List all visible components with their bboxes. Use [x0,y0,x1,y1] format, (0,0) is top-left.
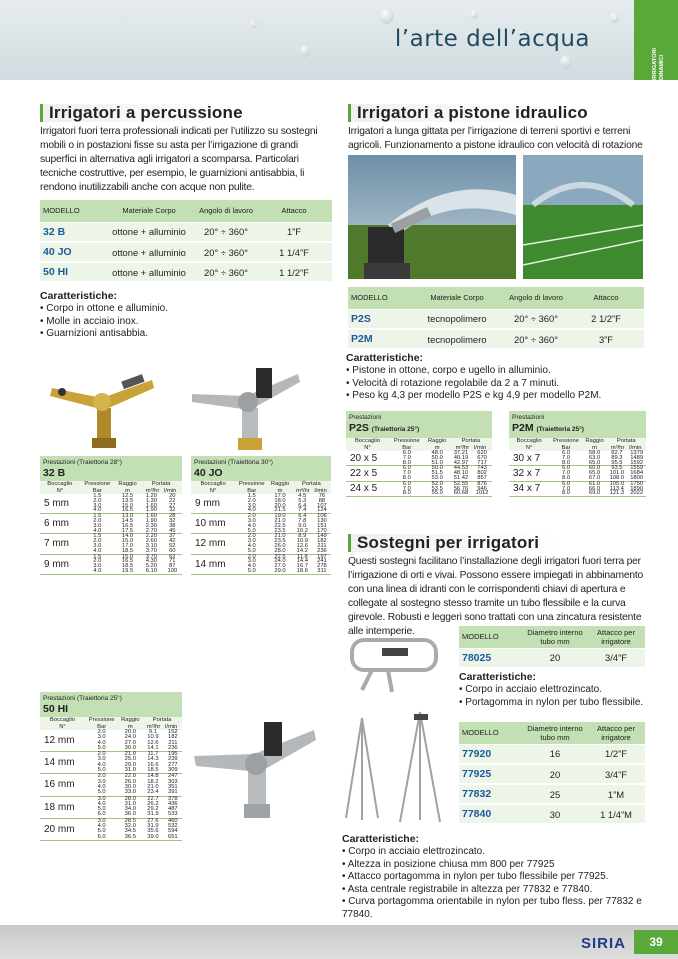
pressure-cell: 1.5 2.0 3.0 4.0 [235,494,268,514]
cell: 20° ÷ 360° [196,242,256,262]
flow-lmin-cell: 37 42 52 60 [163,534,182,554]
section-title: Irrigatori a percussione [40,104,334,122]
perf-header-row [191,481,331,494]
perf-prefix: Prestazioni [512,414,545,421]
flow-lmin-cell: 152 182 211 236 [164,730,182,752]
pressure-cell: 6.0 7.0 8.0 [389,466,425,481]
radius-cell: 22.5 24.0 27.0 29.0 [268,554,292,574]
col-header: MODELLO [459,722,523,744]
table-row [459,744,645,764]
model-code: P2S [348,309,410,329]
feature-item: • Molle in acciaio inox. [40,316,240,329]
cell: 1”M [587,784,645,804]
radius-cell: 28.5 32.0 34.5 36.5 [118,818,142,840]
perf-row [191,534,331,554]
col-boc: Boccaglio N° [40,481,80,494]
perf-model: 40 JO [194,467,223,479]
radius-cell: 48.0 50.0 51.0 [425,451,450,466]
perf-suffix: (Traiettoria 25°) [536,426,584,433]
features-title: Caratteristiche: [40,290,118,302]
flow-m3-cell: 22.7 26.2 29.2 31.9 [142,796,163,818]
boccaglio-cell: 5 mm [40,494,80,514]
perf-suffix: (Traiettoria 25°) [371,426,420,433]
radius-cell: 22.0 26.0 30.0 33.0 [118,774,142,796]
cell: 1 1/4”F [256,242,332,262]
features-tripods [342,833,652,921]
flow-m3-cell: 8.9 10.9 12.6 14.2 [292,534,313,554]
perf-grid [191,481,331,575]
feature-item: • Velocità di rotazione regolabile da 2 a 7 minuti. [346,378,646,391]
col-header: Attacco per irrigatore [587,722,645,744]
perf-table-40jo [191,456,331,575]
radius-cell: 21.0 25.0 29.0 31.0 [118,752,142,774]
flow-m3-cell: 93.5 101.0 108.0 [606,466,627,481]
flow-m3-cell: 14.8 18.2 21.0 23.4 [142,774,163,796]
flow-lmin-cell: 876 946 1012 [472,481,492,496]
flow-lmin-cell: 197 241 278 311 [313,554,331,574]
perf-row [40,730,182,752]
flow-lmin-cell: 620 670 717 [472,451,492,466]
col-header: Materiale Corpo [102,200,196,222]
radius-cell: 21.0 23.5 26.0 28.0 [268,534,292,554]
cell: ottone + alluminio [102,242,196,262]
model-code: 50 HI [40,262,102,282]
perf-header-row [509,438,646,451]
boccaglio-cell: 18 mm [40,796,85,818]
perf-header [40,692,182,717]
flow-lmin-cell: 149 182 211 236 [313,534,331,554]
radius-cell: 52.0 53.5 55.0 [425,481,450,496]
section-tab-label: IRRIGATORI DINAMICI [652,48,665,80]
perf-header [191,456,331,481]
radius-cell: 13.0 14.5 16.5 17.5 [115,514,140,534]
model-code: 77832 [459,784,523,804]
features-pistone [346,352,646,403]
col-portata: Portata m³/hr l/min [142,717,182,730]
perf-grid [40,717,182,841]
col-rag: Raggio m [118,717,142,730]
footer-bar [0,925,678,959]
perf-row [40,494,182,514]
brand-logo: SIRIA [580,935,626,952]
pressure-cell: 2.0 3.0 4.0 5.0 [85,730,118,752]
pressure-cell: 3.0 4.0 5.0 6.0 [85,818,118,840]
boccaglio-cell: 20 mm [40,818,85,840]
perf-model: 32 B [43,467,66,479]
section-title: Irrigatori a pistone idraulico [348,104,648,122]
feature-item: • Asta centrale registrabile in altezza per 77832 e 77840. [342,884,652,897]
feature-item: • Curva portagomma orientabile in nylon per tubo fless. per 77832 e 77840. [342,896,652,921]
perf-grid [346,438,492,497]
pistone-lawn-photo [523,155,643,279]
flow-m3-cell: 6.4 7.8 9.0 10.2 [292,514,313,534]
pressure-cell: 1.5 2.0 3.0 4.0 [80,534,115,554]
radius-cell: 14.0 15.0 17.0 18.5 [115,534,140,554]
table-row [40,242,332,262]
boccaglio-cell: 16 mm [40,774,85,796]
section-percussione [40,104,334,195]
model-code: 40 JO [40,242,102,262]
perf-table-50hi [40,692,182,841]
col-boc: Boccaglio N° [191,481,235,494]
table-row [40,262,332,282]
model-code: 77920 [459,744,523,764]
flow-lmin-cell: 76 88 107 124 [313,494,331,514]
cell: 1”F [256,222,332,242]
col-header: MODELLO [459,626,523,648]
boccaglio-cell: 12 mm [40,730,85,752]
flow-m3-cell: 52.55 56.76 60.68 [450,481,472,496]
pressure-cell: 2.0 3.0 4.0 5.0 [85,774,118,796]
col-pres: Pressione Bar [235,481,268,494]
col-pres: Pressione Bar [389,438,425,451]
section-title: Sostegni per irrigatori [348,534,648,552]
sprinkler-50hi-image [190,712,320,822]
col-header: MODELLO [348,287,410,309]
boccaglio-cell: 9 mm [40,554,80,574]
pressure-cell: 6.0 7.0 8.0 [389,451,425,466]
flow-m3-cell: 27.6 31.9 35.6 39.0 [142,818,163,840]
boccaglio-cell: 24 x 5 [346,481,389,496]
flow-lmin-cell: 247 303 351 391 [164,774,182,796]
pressure-cell: 6.0 7.0 8.0 [549,481,582,496]
feature-item: • Peso kg 4,3 per modello P2S e kg 4,9 per modello P2M. [346,390,646,403]
col-rag: Raggio m [425,438,450,451]
flow-lmin-cell: 28 32 38 45 [163,514,182,534]
pressure-cell: 2.0 3.0 4.0 5.0 [85,752,118,774]
col-portata: Portata m³/hr l/min [292,481,331,494]
col-header: Diametro interno tubo mm [523,722,587,744]
flow-lmin-cell: 1379 1489 1592 [627,451,646,466]
perf-header-row [40,717,182,730]
col-rag: Raggio m [583,438,607,451]
radius-cell: 60.0 65.0 67.0 [583,466,607,481]
flow-lmin-cell: 743 802 857 [472,466,492,481]
flow-m3-cell: 4.5 5.3 6.4 7.4 [292,494,313,514]
table-row [348,329,644,349]
flow-m3-cell: 11.8 14.4 16.7 18.6 [292,554,313,574]
pressure-cell: 1.5 2.0 3.0 4.0 [80,514,115,534]
col-portata: Portata m³/hr l/min [140,481,182,494]
pressure-cell: 6.0 7.0 8.0 [549,466,582,481]
flow-lmin-cell: 195 239 277 309 [164,752,182,774]
radius-cell: 15.0 16.5 18.5 19.5 [115,554,140,574]
table-row [459,804,645,824]
cell: 30 [523,804,587,824]
flow-lmin-cell: 460 532 594 651 [164,818,182,840]
col-pres: Pressione Bar [80,481,115,494]
col-portata: Portata m³/hr l/min [450,438,492,451]
col-rag: Raggio m [268,481,292,494]
radius-cell: 28.0 31.0 34.0 36.0 [118,796,142,818]
cell: 20° ÷ 360° [196,262,256,282]
perf-row [191,554,331,574]
perf-grid [40,481,182,575]
model-code: P2M [348,329,410,349]
flow-m3-cell: 3.70 4.30 5.20 6.10 [140,554,163,574]
flow-m3-cell: 82.7 89.3 95.5 [606,451,627,466]
flow-m3-cell: 1.20 1.30 1.60 1.90 [140,494,163,514]
table-row [459,764,645,784]
feature-item: • Attacco portagomma in nylon per tubo flessibile per 77925. [342,871,652,884]
table-row [459,784,645,804]
col-pres: Pressione Bar [549,438,582,451]
flow-lmin-cell: 1559 1684 1800 [627,466,646,481]
feature-item: • Corpo in acciaio elettrozincato. [342,846,652,859]
cell: 3/4”F [587,764,645,784]
cell: 20° ÷ 360° [504,309,568,329]
perf-row [40,752,182,774]
flow-m3-cell: 105.0 113.4 121.3 [606,481,627,496]
col-boc: Boccaglio N° [346,438,389,451]
feature-item: • Corpo in acciaio elettrozincato. [459,684,649,697]
cell: tecnopolimero [410,329,504,349]
flow-m3-cell: 1.60 1.90 2.30 2.70 [140,514,163,534]
perf-row [191,494,331,514]
boccaglio-cell: 20 x 5 [346,451,389,466]
features-78025 [459,671,649,709]
section-description: Questi sostegni facilitano l’installazione degli irrigatori fuori terra per l’irrigazione di orti e vivai. Possono essere impiegati in abbinamento con una linea di idranti con le corrispondenti chiavi di apertura e collegate al sostegno stesso tramite un tubo flessibile e la curva girevole. Robusti e leggeri sono trattati con una zincatura resistente alle intemperie. [348,556,644,637]
cell: 1 1/2”F [256,262,332,282]
pressure-cell: 1.5 2.0 3.0 4.0 [80,494,115,514]
feature-item: • Guarnizioni antisabbia. [40,328,240,341]
feature-item: • Portagomma in nylon per tubo flessibile. [459,697,649,710]
flow-lmin-cell: 20 22 27 32 [163,494,182,514]
perf-row [40,796,182,818]
cell: ottone + alluminio [102,222,196,242]
cell: 16 [523,744,587,764]
perf-model: P2M [512,422,534,434]
perf-row [509,481,646,496]
pressure-cell: 2.0 3.0 4.0 5.0 [235,514,268,534]
perf-model: P2S [349,422,369,434]
col-boc: Boccaglio N° [509,438,549,451]
pistone-field-photo [348,155,516,279]
sostegno-78025-image [342,628,452,698]
feature-item: • Pistone in ottone, corpo e ugello in alluminio. [346,365,646,378]
col-portata: Portata m³/hr l/min [606,438,646,451]
col-rag: Raggio m [115,481,140,494]
pressure-cell: 6.0 7.0 8.0 [389,481,425,496]
col-header: Diametro interno tubo mm [523,626,587,648]
flow-m3-cell: 37.21 40.19 42.97 [450,451,472,466]
table-row [348,309,644,329]
cell: ottone + alluminio [102,262,196,282]
col-boc: Boccaglio N° [40,717,85,730]
boccaglio-cell: 9 mm [191,494,235,514]
table-row [40,222,332,242]
flow-m3-cell: 11.7 14.3 16.6 18.5 [142,752,163,774]
perf-prefix: Prestazioni [349,414,382,421]
page-number: 39 [634,930,678,954]
pressure-cell: 1.5 2.0 3.0 4.0 [80,554,115,574]
boccaglio-cell: 10 mm [191,514,235,534]
perf-row [40,514,182,534]
perf-prefix: Prestazioni (Traiettoria 25°) [43,695,122,702]
cell: 20° ÷ 360° [196,222,256,242]
cell: 25 [523,784,587,804]
boccaglio-cell: 32 x 7 [509,466,549,481]
cell: 2 1/2”F [568,309,644,329]
flow-lmin-cell: 378 436 487 533 [164,796,182,818]
cell: 20° ÷ 360° [504,329,568,349]
flow-m3-cell: 9.1 10.9 12.6 14.1 [142,730,163,752]
pressure-cell: 3.0 4.0 5.0 6.0 [85,796,118,818]
boccaglio-cell: 7 mm [40,534,80,554]
model-table-tripods [459,722,645,825]
radius-cell: 12.5 13.5 15.0 16.5 [115,494,140,514]
perf-header-row [346,438,492,451]
radius-cell: 20.0 24.0 27.0 30.0 [118,730,142,752]
sostegni-tripod-images [340,708,455,826]
section-description: Irrigatori a lunga gittata per l’irrigazione di terreni sportivi e terreni agricoli. Funzionamento a pistone idraulico con velocità di rotazione [348,126,643,151]
perf-header [40,456,182,481]
perf-row [509,466,646,481]
boccaglio-cell: 22 x 5 [346,466,389,481]
features-title: Caratteristiche: [342,833,420,845]
flow-lmin-cell: 1750 1890 2022 [627,481,646,496]
perf-row [346,466,492,481]
cell: 1/2”F [587,744,645,764]
pressure-cell: 2.0 3.0 4.0 5.0 [235,554,268,574]
radius-cell: 50.0 51.5 53.0 [425,466,450,481]
header-banner [0,0,634,80]
perf-prefix: Prestazioni (Traiettoria 28°) [43,459,122,466]
model-code: 32 B [40,222,102,242]
col-header: Angolo di lavoro [504,287,568,309]
perf-grid [509,438,646,497]
model-code: 78025 [459,648,523,668]
perf-row [40,774,182,796]
features-title: Caratteristiche: [459,671,537,683]
col-pres: Pressione Bar [85,717,118,730]
perf-row [191,514,331,534]
header-title: l’arte dell’acqua [394,26,590,52]
model-table-pistone [348,287,644,350]
feature-item: • Corpo in ottone e alluminio. [40,303,240,316]
radius-cell: 61.0 66.0 69.0 [583,481,607,496]
col-header: Materiale Corpo [410,287,504,309]
col-header: Angolo di lavoro [196,200,256,222]
cell: tecnopolimero [410,309,504,329]
cell: 20 [523,648,587,668]
flow-lmin-cell: 106 130 151 170 [313,514,331,534]
boccaglio-cell: 14 mm [40,752,85,774]
flow-m3-cell: 2.20 2.60 3.10 3.70 [140,534,163,554]
boccaglio-cell: 34 x 7 [509,481,549,496]
perf-table-32b [40,456,182,575]
perf-row [40,534,182,554]
perf-header [509,411,646,438]
section-sostegni [348,534,648,639]
cell: 3/4”F [587,648,645,668]
features-percussione [40,290,240,341]
sprinkler-32b-image [42,358,162,450]
features-title: Caratteristiche: [346,352,424,364]
boccaglio-cell: 14 mm [191,554,235,574]
perf-row [346,481,492,496]
col-header: Attacco [256,200,332,222]
model-code: 77925 [459,764,523,784]
section-description: Irrigatori fuori terra professionali indicati per l’utilizzo su sostegni mobili o in postazioni fisse su asta per l’irrigazione di grandi superfici in alternativa agli irrigatori a scomparsa. Particolari tecniche costruttive, per esempio, le guarnizioni antisabbia, li rendono inutilizzabili anche con acque non pulite. [40,126,318,193]
perf-row [346,451,492,466]
perf-table-p2m [509,411,646,497]
perf-prefix: Prestazioni (Traiettoria 30°) [194,459,273,466]
table-row [459,648,645,668]
perf-row [509,451,646,466]
radius-cell: 17.0 18.0 20.0 21.5 [268,494,292,514]
section-tab [634,0,678,80]
pressure-cell: 2.0 3.0 4.0 5.0 [235,534,268,554]
perf-model: 50 HI [43,703,69,715]
cell: 20 [523,764,587,784]
boccaglio-cell: 12 mm [191,534,235,554]
feature-item: • Altezza in posizione chiusa mm 800 per 77925 [342,859,652,872]
perf-table-p2s [346,411,492,497]
flow-lmin-cell: 62 71 87 100 [163,554,182,574]
perf-header-row [40,481,182,494]
col-header: Attacco per irrigatore [587,626,645,648]
cell: 3”F [568,329,644,349]
sprinkler-40jo-image [186,360,306,452]
radius-cell: 19.0 21.0 22.5 23.5 [268,514,292,534]
model-table-percussione [40,200,332,283]
flow-m3-cell: 44.53 48.10 51.42 [450,466,472,481]
perf-row [40,818,182,840]
col-header: Attacco [568,287,644,309]
radius-cell: 58.0 63.0 65.0 [583,451,607,466]
boccaglio-cell: 30 x 7 [509,451,549,466]
perf-row [40,554,182,574]
cell: 1 1/4”M [587,804,645,824]
model-table-78025 [459,626,645,669]
col-header: MODELLO [40,200,102,222]
boccaglio-cell: 6 mm [40,514,80,534]
pressure-cell: 6.0 7.0 8.0 [549,451,582,466]
perf-header [346,411,492,438]
model-code: 77840 [459,804,523,824]
